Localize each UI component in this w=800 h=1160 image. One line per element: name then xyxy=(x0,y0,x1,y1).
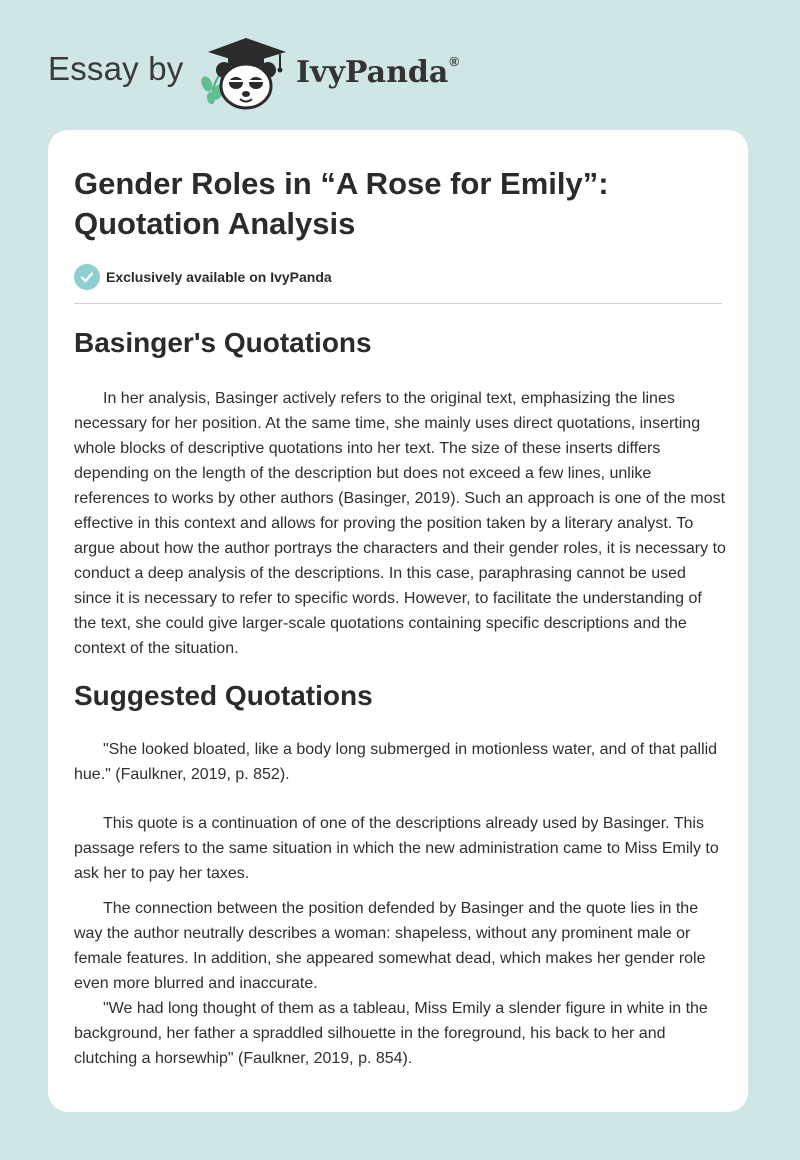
article-card xyxy=(48,130,748,1112)
registered-mark: ® xyxy=(449,54,459,69)
exclusive-badge xyxy=(74,264,332,290)
quotation-paragraph: "She looked bloated, like a body long submerged in motionless water, and of that pallid hue." (Faulkner, 2019, p. 852). xyxy=(74,741,718,783)
site-header xyxy=(0,0,800,120)
brand-prefix: Essay by xyxy=(48,50,184,87)
panda-logo-icon[interactable] xyxy=(198,34,292,110)
paragraph: This quote is a continuation of one of the descriptions already used by Basinger. This passage refers to the same situation in which the new administration came to Miss Emily to ask her to pay her taxes. xyxy=(74,815,719,882)
paragraph: In her analysis, Basinger actively refers to the original text, emphasizing the lines necessary for her position. At the same time, she mainly uses direct quotations, inserting whole blocks of descriptive quotations into her text. The size of these inserts differs depending on the length of the description but does not exceed a few lines, unlike references to works by other authors (Basinger, 2019). Such an approach is one of the most effective in this context and allows for proving the position taken by a literary analyst. To argue about how the author portrays the characters and their gender roles, it is necessary to conduct a deep analysis of the descriptions. In this case, paraphrasing cannot be used since it is necessary to refer to specific words. However, to facilitate the understanding of the text, she could give larger-scale quotations containing specific descriptions and the context of the situation. xyxy=(74,390,726,657)
brand-name-text: IvyPanda xyxy=(296,55,449,90)
badge-text: Exclusively available on IvyPanda xyxy=(106,269,332,285)
divider xyxy=(74,303,722,304)
brand-name[interactable] xyxy=(296,54,459,90)
quotation-paragraph: "We had long thought of them as a tableau, Miss Emily a slender figure in white in the background, her father a spraddled silhouette in the foreground, his back to her and clutching a horsewhip" (Faulkner, 2019, p. 854). xyxy=(74,1000,708,1067)
section-heading-basinger: Basinger's Quotations xyxy=(74,327,372,358)
panda-head-icon xyxy=(216,62,276,108)
page-title: Gender Roles in “A Rose for Emily”: Quotation Analysis xyxy=(74,166,609,241)
check-icon xyxy=(74,264,100,290)
section-heading-suggested: Suggested Quotations xyxy=(74,680,373,711)
paragraph: The connection between the position defended by Basinger and the quote lies in the way the author neutrally describes a woman: shapeless, without any prominent male or female features. In addition, she appeared somewhat dead, which makes her gender role even more blurred and inaccurate. xyxy=(74,900,706,992)
